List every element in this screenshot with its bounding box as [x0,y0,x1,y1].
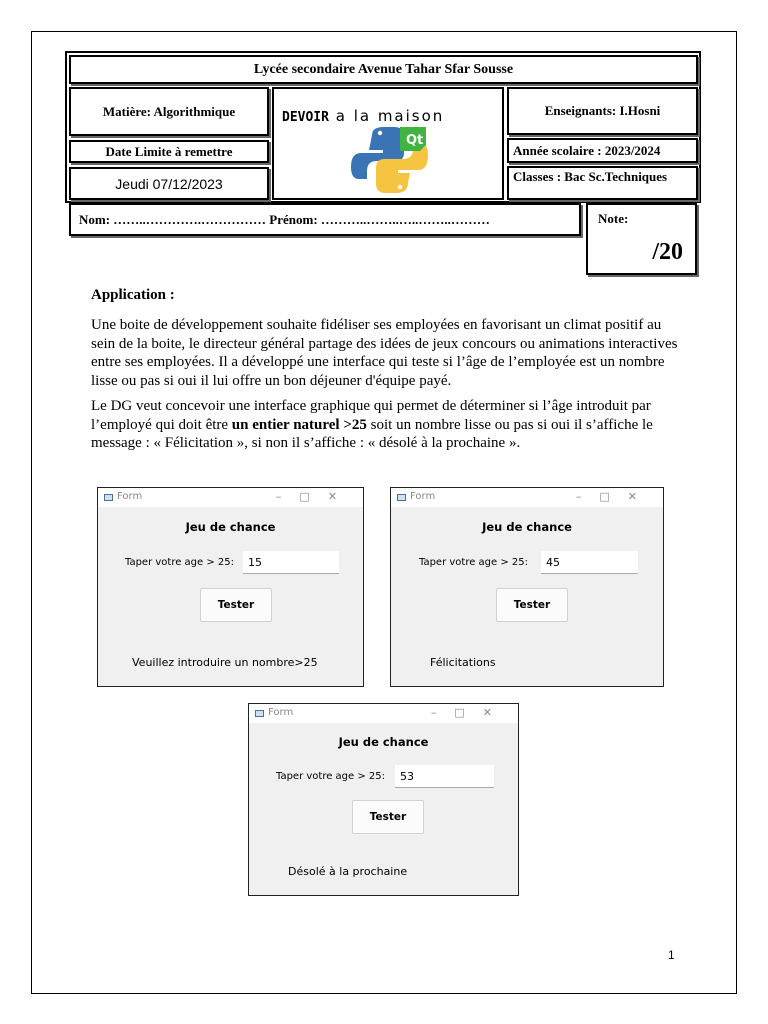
grade-total: /20 [652,239,683,265]
form-window-2 [390,487,664,687]
tester-button[interactable]: Tester [496,588,568,622]
school-name: Lycée secondaire Avenue Tahar Sfar Sousse [69,55,698,84]
window-title: Form [117,491,143,502]
qt-logo-text: Qt [406,133,424,148]
age-input[interactable]: 45 [541,551,638,574]
form-window-1 [97,487,364,687]
tester-button[interactable]: Tester [352,800,424,834]
game-heading: Jeu de chance [482,520,572,534]
window-title: Form [268,707,294,718]
form-icon [255,710,264,717]
python-qt-logo [350,125,430,197]
form-icon [104,494,113,501]
window-controls-icon[interactable]: –□✕ [575,490,655,503]
window-title: Form [410,491,436,502]
age-label: Taper votre age > 25: [419,557,529,568]
window-controls-icon[interactable]: –□✕ [275,490,355,503]
grade-box [586,203,697,275]
assignment-title-cell [272,87,504,200]
name-field: Nom: ……..………….…………… Prénom: ………..……..…..……..……… [69,203,581,236]
title-bar [249,704,518,723]
age-label: Taper votre age > 25: [125,557,235,568]
title-bar [98,488,363,507]
result-message: Félicitations [430,656,496,669]
result-message: Veuillez introduire un nombre>25 [132,656,318,669]
school-year-cell: Année scolaire : 2023/2024 [507,138,698,163]
result-message: Désolé à la prochaine [288,865,408,878]
form-icon [397,494,406,501]
age-label: Taper votre age > 25: [276,771,386,782]
assignment-title: DEVOIR a la maison [282,107,445,125]
age-input[interactable]: 53 [395,765,494,788]
tester-button[interactable]: Tester [200,588,272,622]
paragraph-1: Une boite de développement souhaite fidéliser ses employées en favorisant un climat positif au sein de la boite, le directeur général partage des idées de jeux concours ou animations interactives entre ses employées. Il a développé une interface qui teste si l’âge de l’employée est un nombre lisse ou pas si oui il lui offre un bon déjeuner d'équipe payé. [91,317,678,389]
title-bar [391,488,663,507]
grade-label: Note: [598,211,629,226]
game-heading: Jeu de chance [338,735,429,749]
subject-cell: Matière: Algorithmique [69,87,269,136]
game-heading: Jeu de chance [185,520,276,534]
teacher-cell: Enseignants: I.Hosni [507,87,698,135]
application-title: Application : [91,287,175,303]
deadline-value: Jeudi 07/12/2023 [69,167,269,200]
deadline-label: Date Limite à remettre [69,140,269,163]
page-number: 1 [668,948,675,962]
class-cell: Classes : Bac Sc.Techniques [507,166,698,200]
age-input[interactable]: 15 [243,551,339,574]
window-controls-icon[interactable]: –□✕ [430,706,510,719]
form-window-3 [248,703,519,896]
paragraph-2: Le DG veut concevoir une interface graphique qui permet de déterminer si l’âge introduit par l’employé qui doit être un entier naturel >25 soit un nombre lisse ou pas si oui il s’affiche le message : « Félicitation », si non il s’affiche : « désolé à la prochaine ». [91,398,653,451]
